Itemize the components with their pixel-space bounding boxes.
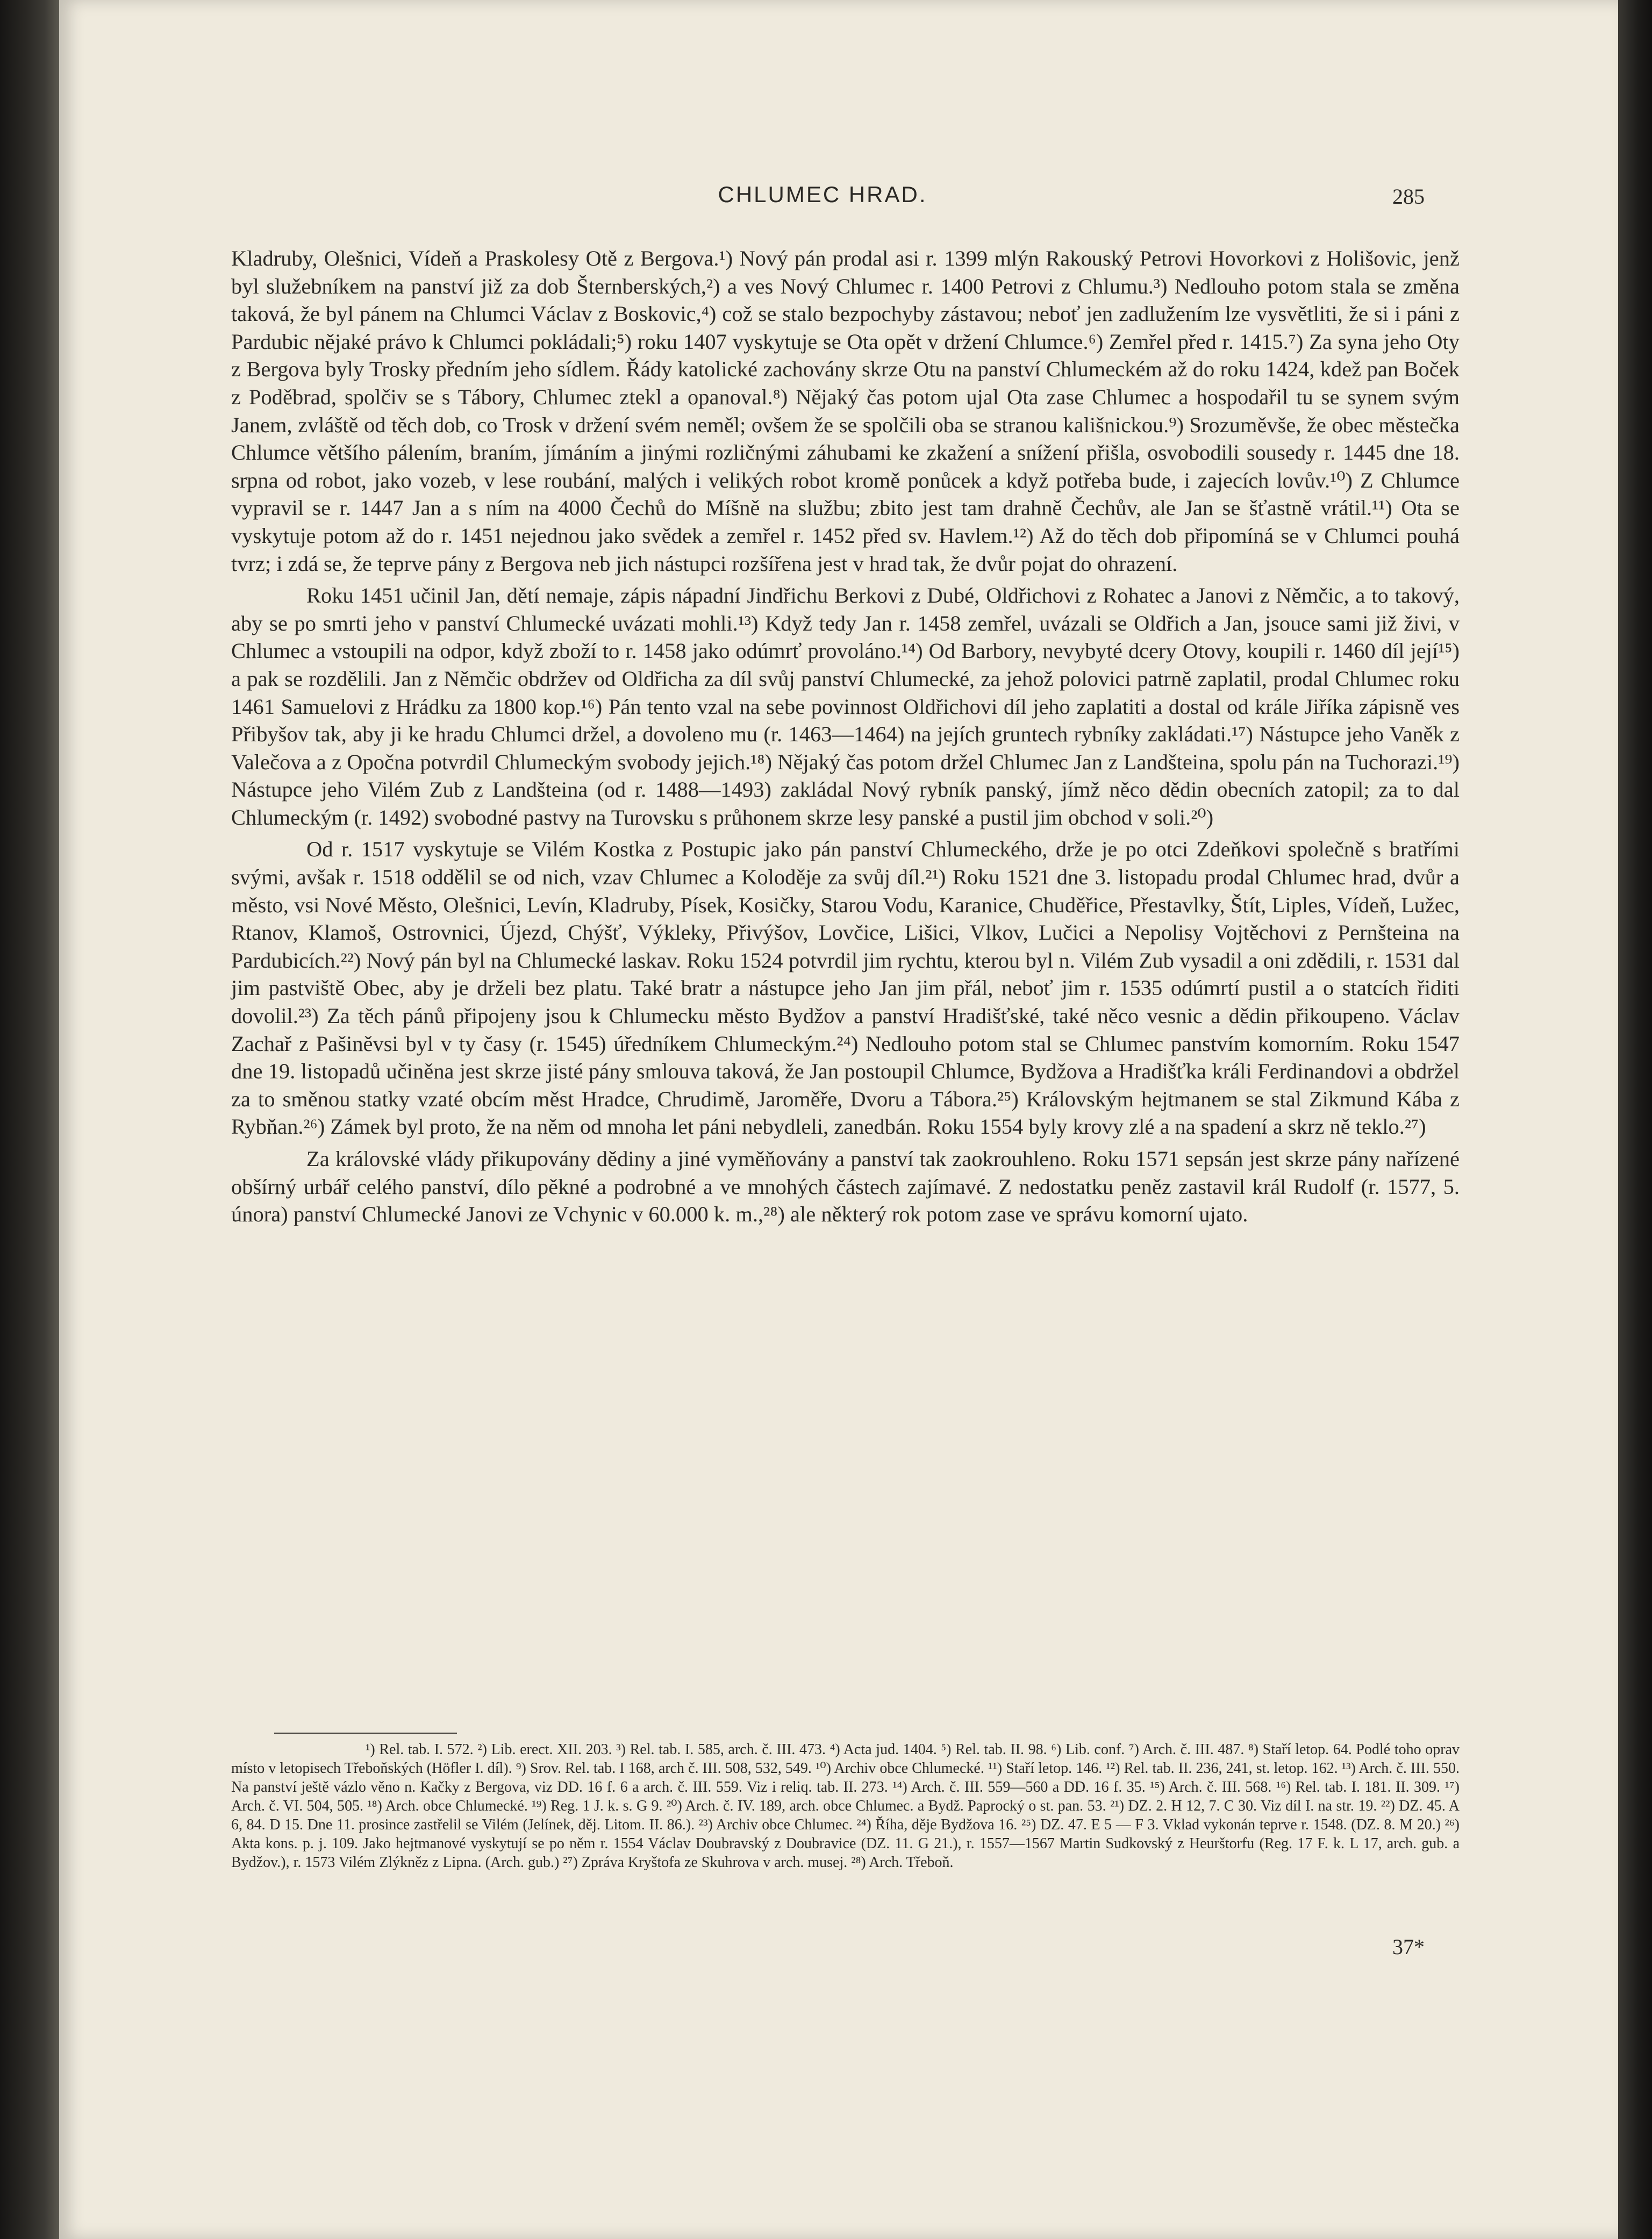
paragraph-3: Od r. 1517 vyskytuje se Vilém Kostka z Postupic jako pán panství Chlumeckého, drže je po otci Zdeňkovi společně s bratřími svými, avšak r. 1518 oddělil se od nich, vzav Chlumec a Koloděje za svůj díl.²¹) Roku 1521 dne 3. listopadu prodal Chlumec hrad, dvůr a město, vsi Nové Město, Olešnici, Levín, Kladruby, Písek, Kosičky, Starou Vodu, Karanice, Chuděřice, Přestavlky, Štít, Liples, Vídeň, Lužec, Rtanov, Klamoš, Ostrovnici, Újezd, Chýšť, Výkleky, Přivýšov, Lovčice, Lišici, Vlkov, Lučici a Nepolisy Vojtěchovi z Pernšteina na Pardubicích.²²) Nový pán byl na Chlumecké laskav. Roku 1524 potvrdil jim rychtu, kterou byl n. Vilém Zub vysadil a oni zdědili, r. 1531 dal jim pastviště Obec, aby je drželi bez platu. Také bratr a nástupce jeho Jan jim přál, neboť jim r. 1535 odúmrtí pustil a o statcích řiditi dovolil.²³) Za těch pánů připojeny jsou k Chlumecku město Bydžov a panství Hradišťské, také něco vesnic a dědin přikoupeno. Václav Zachař z Pašiněvsi byl v ty časy (r. 1545) úředníkem Chlumeckým.²⁴) Nedlouho potom stal se Chlumec panstvím komorním. Roku 1547 dne 19. listopadů učiněna jest skrze jisté pány smlouva taková, že Jan postoupil Chlumce, Bydžova a Hradišťka králi Ferdinandovi a obdržel za to směnou statky vzaté obcím měst Hradce, Chrudimě, Jaroměře, Dvoru a Tábora.²⁵) Královským hejtmanem se stal Zikmund Kába z Rybňan.²⁶) Zámek byl proto, že na něm od mnoha let páni nebydleli, zanedbán. Roku 1554 byly krovy zlé a na spadení a skrz ně teklo.²⁷) — [231, 837, 1460, 1139]
paragraph-1: Kladruby, Olešnici, Vídeň a Praskolesy Otě z Bergova.¹) Nový pán prodal asi r. 1399 mlýn Rakouský Petrovi Hovorkovi z Holišovic, jenž byl služebníkem na panství již za dob Šternberských,²) a ves Nový Chlumec r. 1400 Petrovi z Chlumu.³) Nedlouho potom stala se změna taková, že byl pánem na Chlumci Václav z Boskovic,⁴) což se stalo bezpochyby zástavou; neboť jen zadlužením lze vysvětliti, že si i páni z Pardubic nějaké právo k Chlumci pokládali;⁵) roku 1407 vyskytuje se Ota opět v držení Chlumce.⁶) Zemřel před r. 1415.⁷) Za syna jeho Oty z Bergova byly Trosky předním jeho sídlem. Řády katolické zachovány skrze Otu na panství Chlumeckém až do roku 1424, kdež pan Boček z Poděbrad, spolčiv se s Tábory, Chlumec ztekl a opanoval.⁸) Nějaký čas potom ujal Ota zase Chlumec a hospodařil tu se synem svým Janem, zvláště od těch dob, co Trosk v držení svém neměl; ovšem že se spolčili oba se stranou kališnickou.⁹) Srozuměvše, že obec městečka Chlumce většího pálením, braním, jímáním a jinými rozličnými záhubami ke zkažení a snížení přišla, osvobodili sousedy r. 1445 dne 18. srpna od robot, jako vozeb, v lese roubání, malých i velikých robot kromě ponůcek a když potřeba bude, i zajecích lovův.¹⁰) Z Chlumce vypravil se r. 1447 Jan a s ním na 4000 Čechů do Míšně na službu; zbito jest tam drahně Čechův, ale Jan se šťastně vrátil.¹¹) Ota se vyskytuje potom až do r. 1451 nejednou jako svědek a zemřel r. 1452 před sv. Havlem.¹²) Až do těch dob připomíná se v Chlumci pouhá tvrz; i zdá se, že teprve pány z Bergova neb jich nástupci rozšířena jest v hrad tak, že dvůr pojat do ohrazení. — [231, 246, 1460, 576]
footnote-divider — [274, 1733, 457, 1734]
right-page-edge — [1618, 0, 1652, 2239]
book-binding — [0, 0, 59, 2239]
running-title: CHLUMEC HRAD. — [718, 182, 927, 207]
body-text — [231, 245, 1460, 1233]
signature-mark: 37* — [1392, 1935, 1425, 1959]
page-header — [59, 182, 1618, 219]
page — [59, 0, 1618, 2239]
footnotes: ¹) Rel. tab. I. 572. ²) Lib. erect. XII. 203. ³) Rel. tab. I. 585, arch. č. III. 473. ⁴) Acta jud. 1404. ⁵) Rel. tab. II. 98. ⁶) Lib. conf. ⁷) Arch. č. III. 487. ⁸) Staří letop. 64. Podlé toho oprav místo v letopisech Třeboňských (Höfler I. díl). ⁹) Srov. Rel. tab. I 168, arch č. III. 508, 532, 549. ¹⁰) Archiv obce Chlumecké. ¹¹) Staří letop. 146. ¹²) Rel. tab. II. 236, 241, st. letop. 162. ¹³) Arch. č. III. 550. Na panství ještě vázlo věno n. Kačky z Bergova, viz DD. 16 f. 6 a arch. č. III. 559. Viz i reliq. tab. II. 273. ¹⁴) Arch. č. III. 559—560 a DD. 16 f. 35. ¹⁵) Arch. č. III. 568. ¹⁶) Rel. tab. I. 181. II. 309. ¹⁷) Arch. č. VI. 504, 505. ¹⁸) Arch. obce Chlumecké. ¹⁹) Reg. 1 J. k. s. G 9. ²⁰) Arch. č. IV. 189, arch. obce Chlumec. a Bydž. Paprocký o st. pan. 53. ²¹) DZ. 2. H 12, 7. C 30. Viz díl I. na str. 19. ²²) DZ. 45. A 6, 84. D 15. Dne 11. prosince zastřelil se Vilém (Jelínek, děj. Litom. II. 86.). ²³) Archiv obce Chlumec. ²⁴) Říha, děje Bydžova 16. ²⁵) DZ. 47. E 5 — F 3. Vklad vykonán teprve r. 1548. (DZ. 8. M 20.) ²⁶) Akta kons. p. j. 109. Jako hejtmanové vyskytují se po něm r. 1554 Václav Doubravský z Doubravice (DZ. 11. G 21.), r. 1557—1567 Martin Sudkovský z Heurštorfu (Reg. 17 F. k. L 17, arch. gub. a Bydžov.), r. 1573 Vilém Zlýkněz z Lipna. (Arch. gub.) ²⁷) Zpráva Kryštofa ze Skuhrova v arch. musej. ²⁸) Arch. Třeboň. — [231, 1741, 1460, 1871]
paragraph-2: Roku 1451 učinil Jan, dětí nemaje, zápis nápadní Jindřichu Berkovi z Dubé, Oldřichovi z Rohatec a Janovi z Němčic, a to takový, aby se po smrti jeho v panství Chlumecké uvázati mohli.¹³) Když tedy Jan r. 1458 zemřel, uvázali se Oldřich a Jan, jsouce sami již živi, v Chlumec a vstoupili na odpor, když zboží to r. 1458 jako odúmrť provoláno.¹⁴) Od Barbory, nevybyté dcery Otovy, koupili r. 1460 díl její¹⁵) a pak se rozdělili. Jan z Němčic obdržev od Oldřicha za díl svůj panství Chlumecké, za jehož polovici patrně zaplatil, prodal Chlumec roku 1461 Samuelovi z Hrádku za 1800 kop.¹⁶) Pán tento vzal na sebe povinnost Oldřichovi díl jeho zaplatiti a dostal od krále Jiříka zápisně ves Přibyšov tak, aby ji ke hradu Chlumci držel, a dovoleno mu (r. 1463—1464) na jejích gruntech rybníky zakládati.¹⁷) Nástupce jeho Vaněk z Valečova a z Opočna potvrdil Chlumeckým svobody jejich.¹⁸) Nějaký čas potom držel Chlumec Jan z Landšteina, spolu pán na Tuchorazi.¹⁹) Nástupce jeho Vilém Zub z Landšteina (od r. 1488—1493) zakládal Nový rybník panský, jímž něco dědin obecních zatopil; za to dal Chlumeckým (r. 1492) svobodné pastvy na Turovsku s průhonem skrze lesy panské a pustil jim obchod v soli.²⁰) — [231, 583, 1460, 829]
page-number: 285 — [1392, 184, 1425, 209]
paragraph-4: Za královské vlády přikupovány dědiny a jiné vyměňovány a panství tak zaokrouhleno. Roku 1571 sepsán jest skrze pány nařízené obšírný urbář celého panství, dílo pěkné a podrobné a ve mnohých částech zajímavé. Z nedostatku peněz zastavil král Rudolf (r. 1577, 5. února) panství Chlumecké Janovi ze Vchynic v 60.000 k. m.,²⁸) ale některý rok potom zase ve správu komorní ujato. — [231, 1147, 1460, 1227]
